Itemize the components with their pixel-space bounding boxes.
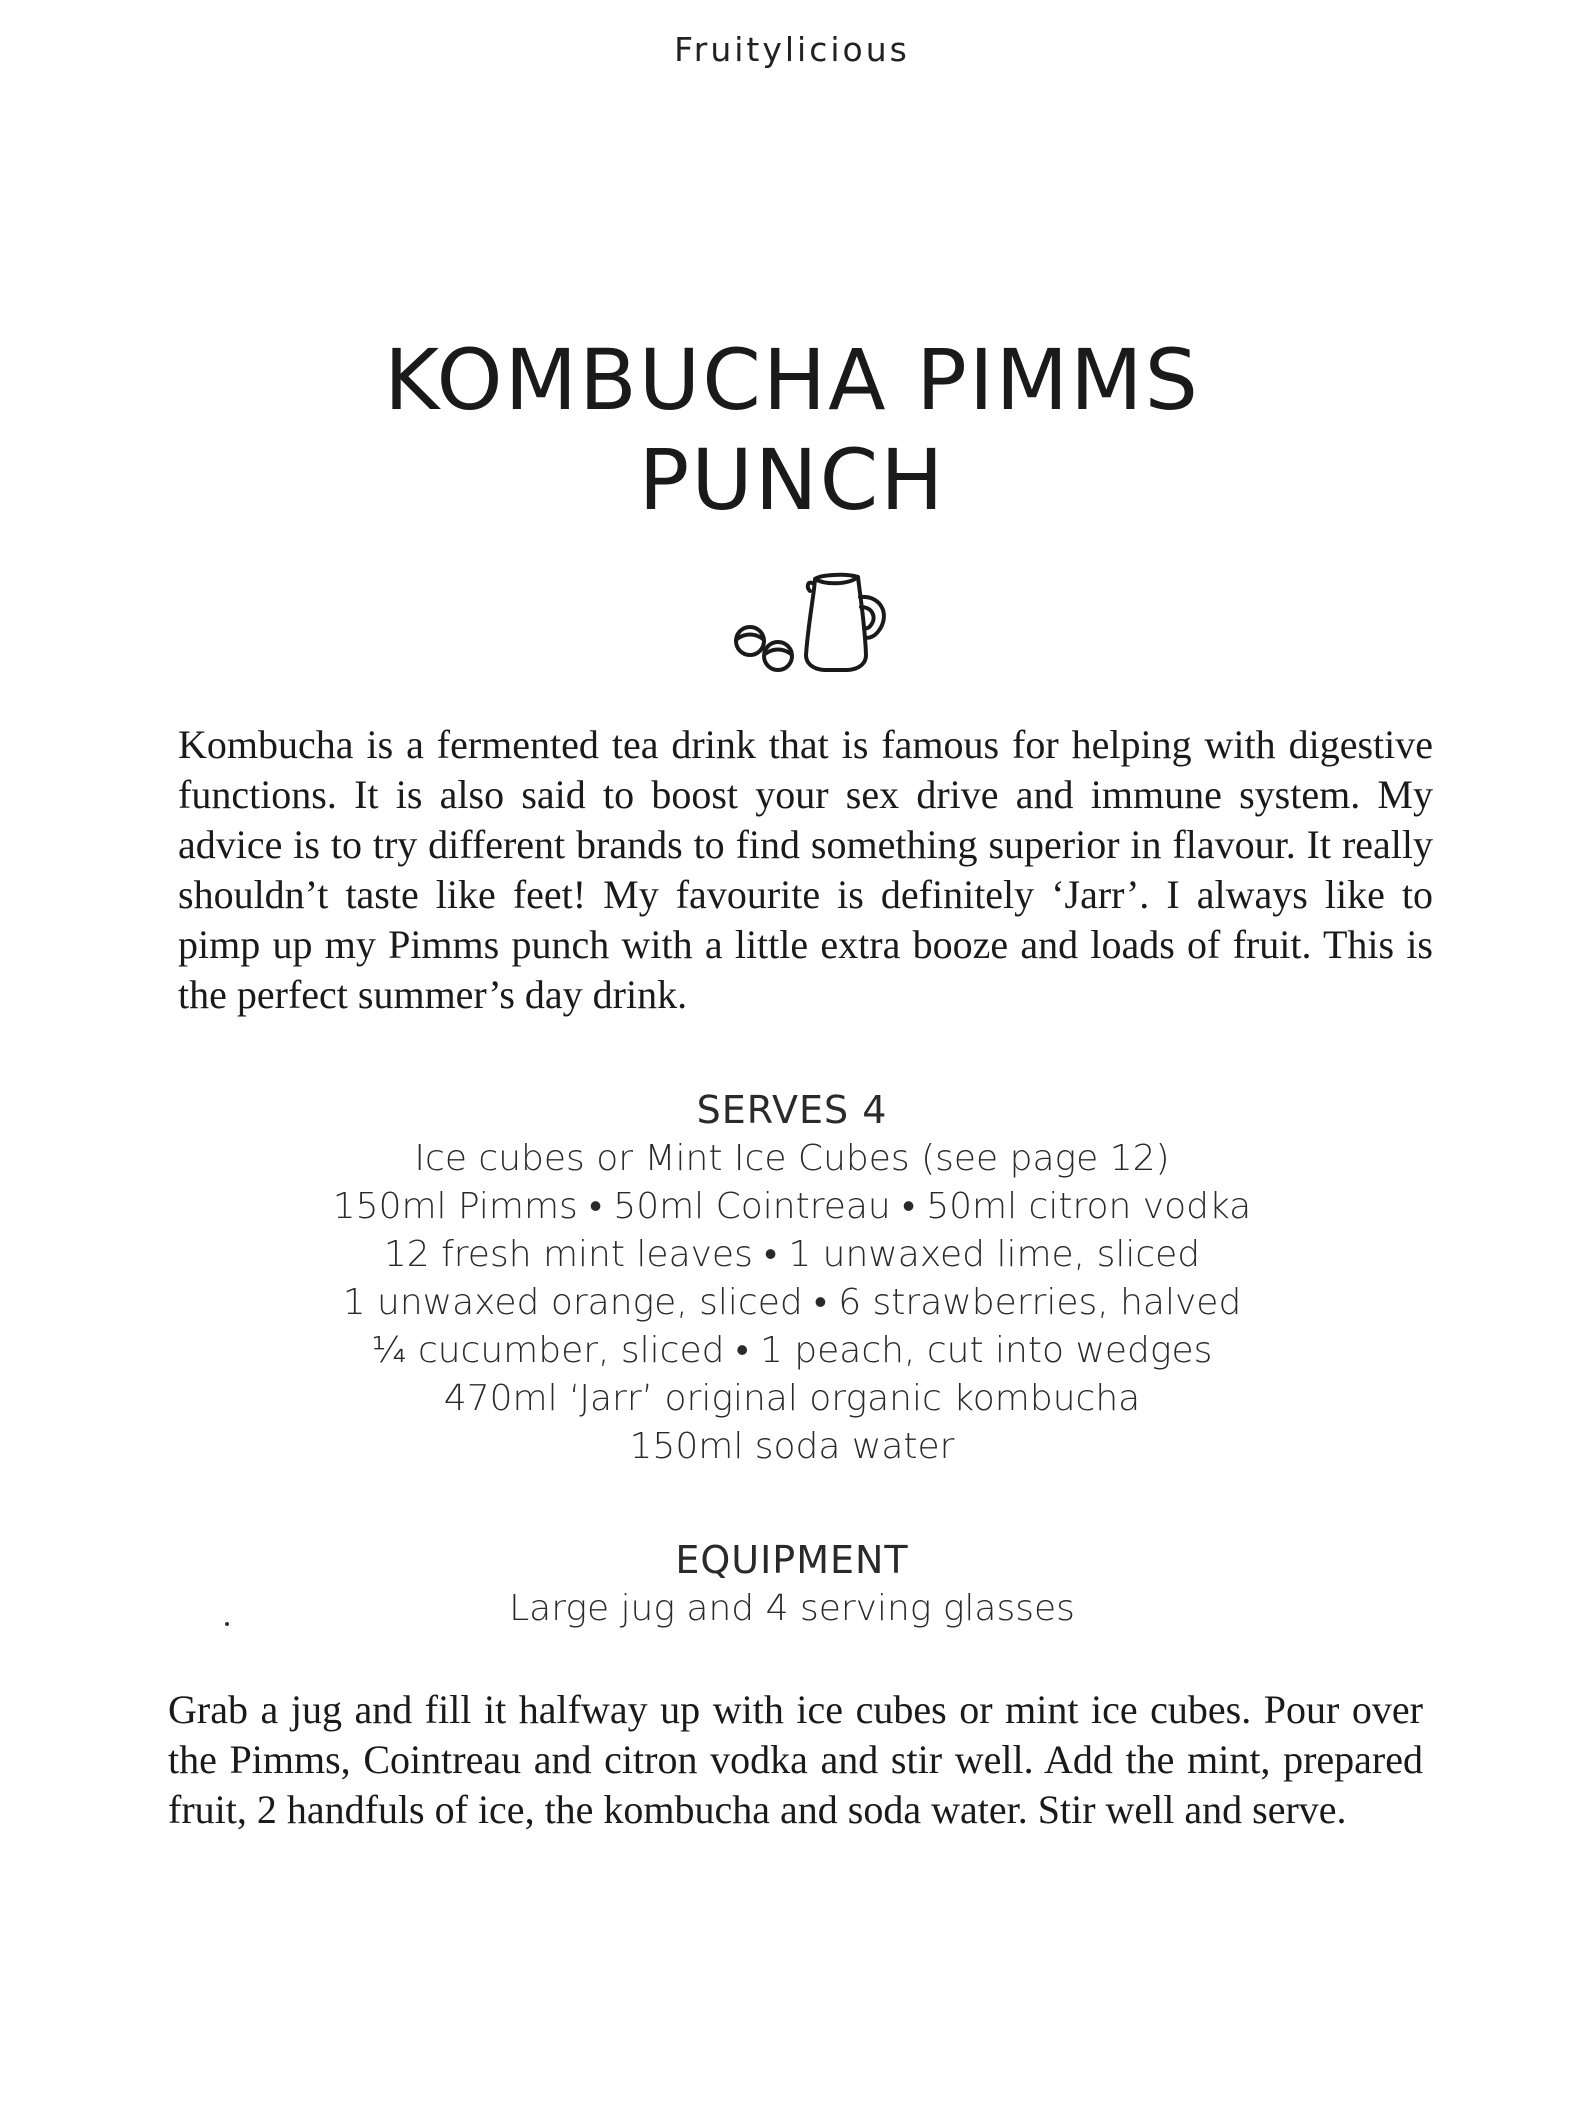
recipe-intro: Kombucha is a fermented tea drink that is famous for helping with digestive functions. It is also said to boost your sex drive and immune system. My advice is to try different brands to find something superior in flavour. It really shouldn’t taste like feet! My favourite is definitely ‘Jarr’. I always like to pimp up my Pimms punch with a little extra booze and loads of fruit. This is the perfect summer’s day drink.: [178, 722, 1433, 1017]
jug-and-ice-cubes-icon: [720, 565, 900, 685]
print-speck: [225, 1622, 229, 1626]
ingredient-line: 470ml ‘Jarr’ original organic kombucha: [443, 1378, 1141, 1419]
serves-section: [0, 1085, 1584, 1471]
recipe-title: [0, 330, 1584, 530]
equipment-text: Large jug and 4 serving glasses: [509, 1588, 1075, 1629]
ingredient-line: 150ml soda water: [629, 1426, 955, 1467]
ingredient-line: ¼ cucumber, sliced • 1 peach, cut into wedges: [371, 1330, 1213, 1371]
recipe-title-line-2: PUNCH: [638, 431, 946, 529]
ingredient-line: 12 fresh mint leaves • 1 unwaxed lime, sliced: [383, 1234, 1201, 1275]
running-head: Fruitylicious: [674, 30, 910, 69]
ingredient-line: 150ml Pimms • 50ml Cointreau • 50ml citron vodka: [332, 1186, 1252, 1227]
equipment-section: [0, 1535, 1584, 1633]
ingredient-line: Ice cubes or Mint Ice Cubes (see page 12): [414, 1138, 1170, 1179]
recipe-method: Grab a jug and fill it halfway up with ice cubes or mint ice cubes. Pour over the Pimms, Cointreau and citron vodka and stir well. Add the mint, prepared fruit, 2 handfuls of ice, the kombucha and soda water. Stir well and serve.: [168, 1687, 1423, 1832]
equipment-heading: EQUIPMENT: [675, 1538, 909, 1582]
ingredient-line: 1 unwaxed orange, sliced • 6 strawberries, halved: [342, 1282, 1242, 1323]
recipe-title-line-1: KOMBUCHA PIMMS: [384, 331, 1200, 429]
serves-heading: SERVES 4: [696, 1088, 888, 1132]
